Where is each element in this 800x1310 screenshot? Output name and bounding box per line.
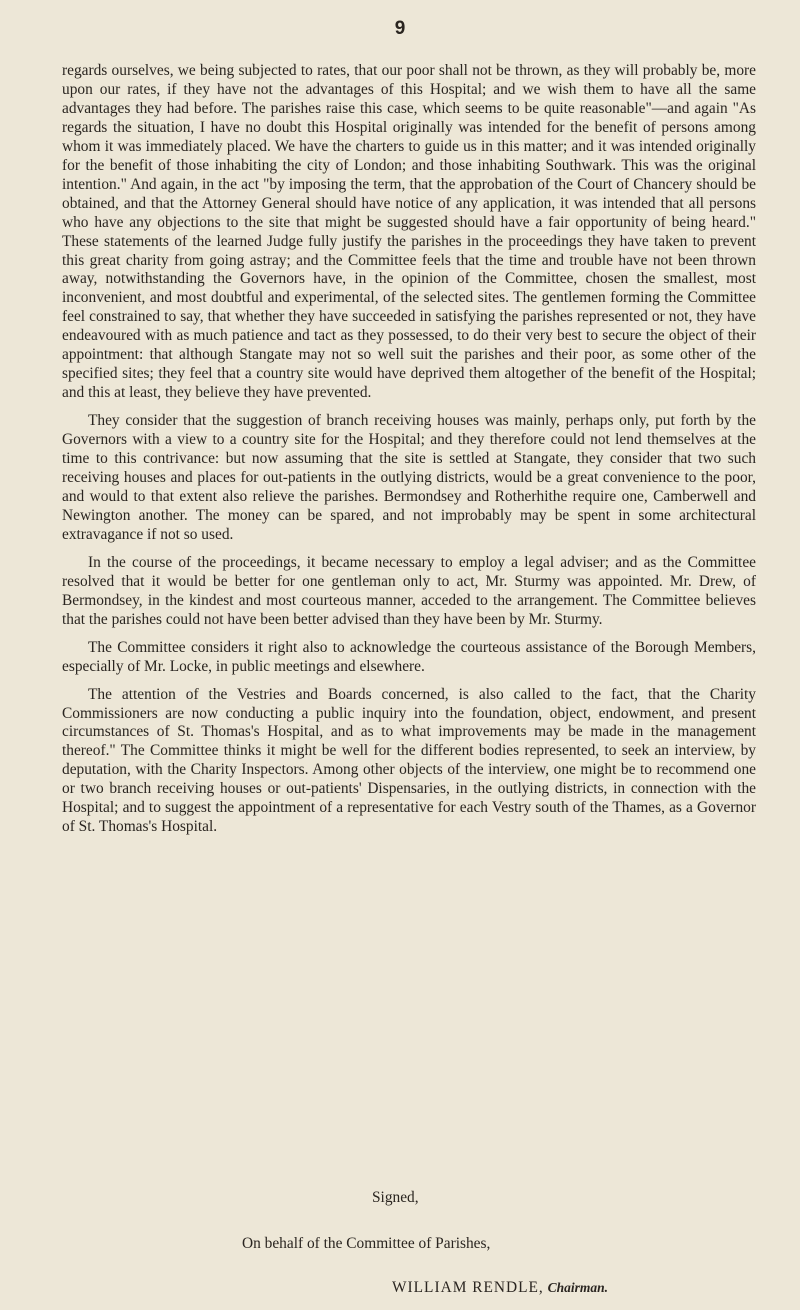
paragraph-charity-commissioners: The attention of the Vestries and Boards concerned, is also called to the fact, that the Charity Commissioners are now conducting a public inquiry into the foundation, object, endowment, and present circumstances of St. Thomas's Hospital, and as to what improvements may be made in the management thereof." The Committee thinks it might be well for the different bodies represented, to seek an interview, by deputation, with the Charity Inspectors. Among other objects of the interview, one might be to recommend one or two branch receiving houses or out-patients' Dispensaries, in the outlying districts, in connection with the Hospital; and to suggest the appointment of a representative for each Vestry south of the Thames, as a Governor of St. Thomas's Hospital. (62, 685, 756, 836)
chairman-title: Chairman. (547, 1280, 609, 1295)
paragraph-continuation: regards ourselves, we being subjected to rates, that our poor shall not be thrown, as they will probably be, more upon our rates, if they have not the advantages of this Hospital; and we wish them to have all the same advantages they had before. The parishes raise this case, which seems to be quite reasonable"—and again "As regards the situation, I have no doubt this Hospital originally was intended for the benefit of persons among whom it was immediately placed. We have the charters to guide us in this matter; and it was intended originally for the benefit of those inhabiting the city of London; and those inhabiting Southwark. This was the original intention." And again, in the act "by imposing the term, that the approbation of the Court of Chancery should be obtained, and that the Attorney General should have notice of any application, it was intended that all persons who have any objections to the site that might be suggested should have a fair opportunity of being heard." These statements of the learned Judge fully justify the parishes in the proceedings they have taken to prevent this great charity from going astray; and the Committee feels that the time and trouble have not been thrown away, notwithstanding the Governors have, in the opinion of the Committee, chosen the smallest, most inconvenient, and most doubtful and experimental, of the selected sites. The gentlemen forming the Committee feel constrained to say, that whether they have succeeded in satisfying the parishes represented or not, they have endeavoured with as much patience and tact as they possessed, to do their very best to secure the object of their appointment: that although Stangate may not so well suit the parishes and their poor, as some other of the specified sites; they feel that a country site would have deprived them altogether of the benefit of the Hospital; and this at least, they believe they have prevented. (62, 62, 756, 402)
paragraph-legal-adviser: In the course of the proceedings, it became necessary to employ a legal adviser; and as the Committee resolved that it would be better for one gentleman only to act, Mr. Sturmy was appointed. Mr. Drew, of Bermondsey, in the kindest and most courteous manner, acceded to the arrangement. The Committee believes that the parishes could not have been better advised than they have been by Mr. Sturmy. (62, 553, 756, 628)
page-number: 9 (394, 18, 406, 39)
paragraph-branch-receiving-houses: They consider that the suggestion of branch receiving houses was mainly, perhaps only, put forth by the Governors with a view to a country site for the Hospital; and they therefore could not lend themselves at the time to this contrivance: but now assuming that the site is settled at Stangate, they consider that two such receiving houses and places for out-patients in the outlying districts, would be a great convenience to the poor, and would to that extent also relieve the parishes. Bermondsey and Rotherhithe require one, Camberwell and Newington another. The money can be spared, and not improbably may be spent in some architectural extravagance if not so used. (62, 412, 756, 543)
signed-label: Signed, (372, 1189, 419, 1206)
paragraph-borough-members: The Committee considers it right also to acknowledge the courteous assistance of the Borough Members, especially of Mr. Locke, in public meetings and elsewhere. (62, 638, 756, 675)
chairman-line (392, 1278, 608, 1297)
on-behalf-line: On behalf of the Committee of Parishes, (242, 1235, 491, 1252)
body-text (62, 62, 756, 837)
chairman-name: WILLIAM RENDLE, (392, 1279, 544, 1296)
